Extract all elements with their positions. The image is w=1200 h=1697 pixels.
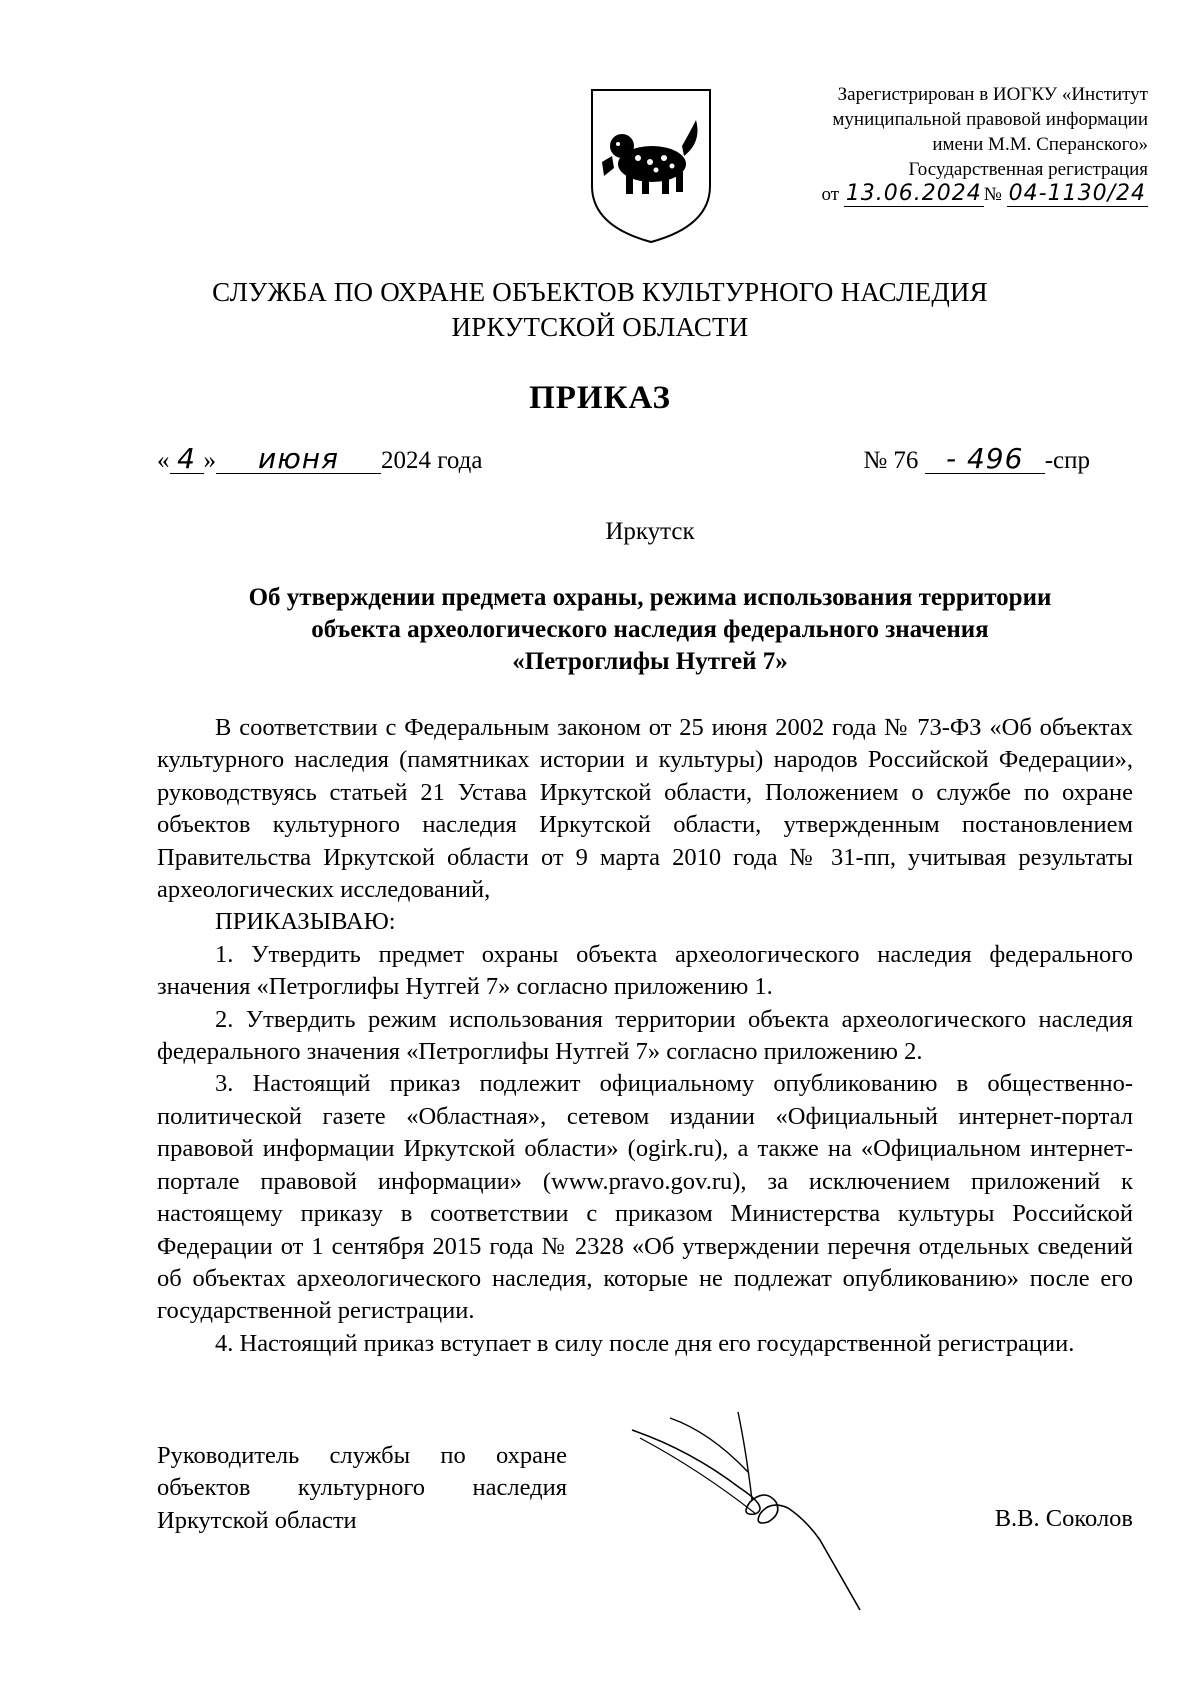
subject-line-3: «Петроглифы Нутгей 7» <box>512 648 788 675</box>
date-close-quote: » <box>203 447 216 474</box>
item-1: 1. Утвердить предмет охраны объекта археологического наследия федерального значения «Петроглифы Нутгей 7» согласно приложению 1. <box>157 940 1133 1001</box>
signatory-position-line-1: Руководитель службы по охране <box>157 1442 567 1469</box>
organization-name <box>0 275 1200 345</box>
registration-number-handwritten: 04-1130/24 <box>1008 181 1146 206</box>
document-type-title: ПРИКАЗ <box>529 380 671 416</box>
order-number-prefix: № 76 <box>863 447 919 474</box>
order-number-suffix: -спр <box>1044 447 1090 474</box>
registration-line-4: Государственная регистрация <box>908 159 1148 180</box>
order-date <box>157 442 483 475</box>
date-month-handwritten: июня <box>216 445 381 474</box>
registration-date-handwritten: 13.06.2024 <box>845 181 982 206</box>
preamble-paragraph: В соответствии с Федеральным законом от 25 июня 2002 года № 73-ФЗ «Об объектах культурного наследия (памятниках истории и культуры) народов Российской Федерации», руководствуясь статьей 21 Устава Иркутской области, Положением о службе по охране объектов культурного наследия Иркутской области, утвержденным постановлением Правительства Иркутской области от 9 марта 2010 года № 31-пп, учитывая результаты археологических исследований, <box>157 714 1133 904</box>
item-3: 3. Настоящий приказ подлежит официальному опубликованию в общественно-политической газете «Областная», сетевом издании «Официальный интернет-портал правовой информации Иркутской области» (ogirk.ru), а также на «Официальном интернет-портале правовой информации» (www.pravo.gov.ru), за исключением приложений к настоящему приказу в соответствии с приказом Министерства культуры Российской Федерации от 1 сентября 2015 года № 2328 «Об утверждении перечня отдельных сведений об объектах археологического наследия, которые не подлежат опубликованию» после его государственной регистрации. <box>157 1070 1133 1325</box>
order-number-handwritten: - 496 <box>925 445 1045 474</box>
signatory-name: В.В. Соколов <box>994 1505 1133 1532</box>
subject-line-2: объекта археологического наследия федерального значения <box>311 616 989 643</box>
order-word: ПРИКАЗЫВАЮ: <box>215 908 396 936</box>
date-day-handwritten: 4 <box>170 445 204 474</box>
date-year: 2024 года <box>381 447 483 474</box>
date-open-quote: « <box>157 447 170 474</box>
registration-number-sign: № <box>983 184 1002 205</box>
registration-line-2: муниципальной правовой информации <box>832 109 1148 130</box>
order-number <box>863 442 1090 475</box>
order-subject <box>160 582 1140 678</box>
signatory-position <box>157 1440 567 1537</box>
signatory-position-line-2: объектов культурного наследия <box>157 1474 567 1502</box>
registration-line-3: имени М.М. Сперанского» <box>932 134 1148 155</box>
order-body <box>157 712 1133 1360</box>
item-4: 4. Настоящий приказ вступает в силу после дня его государственной регистрации. <box>215 1329 1075 1357</box>
irkutsk-coat-of-arms-icon <box>586 86 716 244</box>
registration-date-prefix: от <box>821 184 840 205</box>
organization-line-1: СЛУЖБА ПО ОХРАНЕ ОБЪЕКТОВ КУЛЬТУРНОГО НАСЛЕДИЯ <box>212 277 988 307</box>
registration-line-1: Зарегистрирован в ИОГКУ «Институт <box>837 84 1148 105</box>
organization-line-2: ИРКУТСКОЙ ОБЛАСТИ <box>451 312 749 342</box>
subject-line-1: Об утверждении предмета охраны, режима использования территории <box>248 584 1052 611</box>
handwritten-signature <box>630 1410 880 1640</box>
registration-date-line <box>728 182 1148 207</box>
city-name: Иркутск <box>605 518 695 545</box>
signatory-position-line-3: Иркутской области <box>157 1506 357 1534</box>
registration-stamp <box>728 82 1148 207</box>
item-2: 2. Утвердить режим использования территории объекта археологического наследия федерального значения «Петроглифы Нутгей 7» согласно приложению 2. <box>157 1005 1133 1066</box>
